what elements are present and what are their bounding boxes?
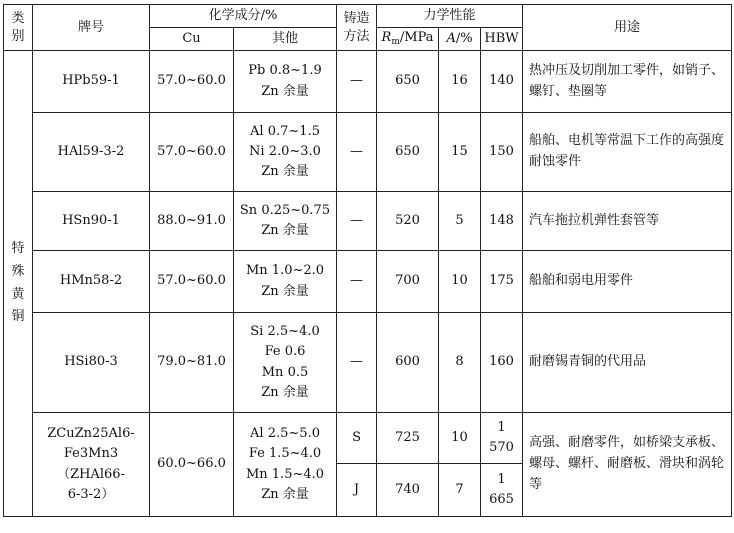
uses-cell: 高强、耐磨零件，如桥梁支承板、螺母、螺杆、耐磨板、滑块和涡轮等 bbox=[523, 413, 732, 517]
category-cell bbox=[4, 51, 33, 517]
hbw-cell: 160 bbox=[481, 313, 523, 413]
a-cell: 8 bbox=[439, 313, 481, 413]
category-char: 铜 bbox=[11, 309, 25, 325]
method-cell: — bbox=[337, 251, 377, 313]
other-line: Fe 1.5~4.0 bbox=[248, 446, 322, 462]
other-cell bbox=[234, 413, 337, 517]
cu-cell: 57.0~60.0 bbox=[150, 113, 234, 192]
method-cell: — bbox=[337, 113, 377, 192]
category-char: 殊 bbox=[11, 263, 25, 279]
table-row bbox=[4, 251, 732, 313]
other-line: Zn 余量 bbox=[261, 164, 309, 180]
header-grade: 牌号 bbox=[33, 5, 150, 51]
rm-cell: 700 bbox=[377, 251, 439, 313]
table-row bbox=[4, 192, 732, 251]
uses-cell: 汽车拖拉机弹性套管等 bbox=[523, 192, 732, 251]
uses-cell: 耐磨锡青铜的代用品 bbox=[523, 313, 732, 413]
header-other: 其他 bbox=[234, 28, 337, 51]
other-line: Fe 0.6 bbox=[264, 344, 306, 360]
a-cell: 16 bbox=[439, 51, 481, 113]
uses-cell: 热冲压及切削加工零件，如销子、螺钉、垫圈等 bbox=[523, 51, 732, 113]
other-line: Pb 0.8~1.9 bbox=[248, 63, 322, 79]
header-cu: Cu bbox=[150, 28, 234, 51]
method-cell: S bbox=[337, 413, 377, 464]
grade-cell: HAl59-3-2 bbox=[33, 113, 150, 192]
uses-cell: 船舶、电机等常温下工作的高强度耐蚀零件 bbox=[523, 113, 732, 192]
rm-subscript: m bbox=[391, 37, 400, 48]
rm-cell: 520 bbox=[377, 192, 439, 251]
grade-line: ZCuZn25Al6- bbox=[47, 426, 135, 442]
other-line: Sn 0.25~0.75 bbox=[239, 202, 331, 218]
cu-cell: 57.0~60.0 bbox=[150, 251, 234, 313]
method-cell: — bbox=[337, 51, 377, 113]
other-cell bbox=[234, 113, 337, 192]
grade-line: （ZHAl66- bbox=[57, 466, 125, 482]
rm-cell: 740 bbox=[377, 464, 439, 517]
method-cell: — bbox=[337, 192, 377, 251]
rm-cell: 725 bbox=[377, 413, 439, 464]
a-cell: 5 bbox=[439, 192, 481, 251]
rm-cell: 650 bbox=[377, 51, 439, 113]
table-row bbox=[4, 113, 732, 192]
hbw-cell: 148 bbox=[481, 192, 523, 251]
other-line: Ni 2.0~3.0 bbox=[249, 143, 321, 159]
other-cell bbox=[234, 251, 337, 313]
table-row bbox=[4, 313, 732, 413]
header-elongation bbox=[439, 28, 481, 51]
a-cell: 10 bbox=[439, 413, 481, 464]
method-cell: — bbox=[337, 313, 377, 413]
other-cell bbox=[234, 192, 337, 251]
grade-cell: HMn58-2 bbox=[33, 251, 150, 313]
grade-cell: HSn90-1 bbox=[33, 192, 150, 251]
header-mechanical: 力学性能 bbox=[377, 5, 523, 28]
a-symbol: A bbox=[446, 31, 456, 47]
hbw-cell: 175 bbox=[481, 251, 523, 313]
brass-properties-table bbox=[3, 4, 732, 517]
rm-symbol: R bbox=[381, 30, 392, 46]
cu-cell: 88.0~91.0 bbox=[150, 192, 234, 251]
header-rm bbox=[377, 28, 439, 51]
other-line: Zn 余量 bbox=[261, 83, 309, 99]
hbw-cell: 150 bbox=[481, 113, 523, 192]
hbw-cell: 1 570 bbox=[481, 413, 523, 464]
cu-cell: 79.0~81.0 bbox=[150, 313, 234, 413]
rm-unit: /MPa bbox=[399, 30, 434, 46]
other-line: Zn 余量 bbox=[261, 283, 309, 299]
a-cell: 15 bbox=[439, 113, 481, 192]
other-line: Zn 余量 bbox=[261, 486, 309, 502]
rm-cell: 600 bbox=[377, 313, 439, 413]
other-line: Mn 1.5~4.0 bbox=[245, 466, 325, 482]
other-cell bbox=[234, 51, 337, 113]
a-cell: 10 bbox=[439, 251, 481, 313]
header-uses: 用途 bbox=[523, 5, 732, 51]
grade-line: 6-3-2） bbox=[67, 486, 115, 502]
table-row bbox=[4, 413, 732, 464]
grade-line: Fe3Mn3 bbox=[63, 446, 119, 462]
header-hbw: HBW bbox=[481, 28, 523, 51]
grade-cell bbox=[33, 413, 150, 517]
header-category: 类别 bbox=[4, 5, 33, 51]
uses-cell: 船舶和弱电用零件 bbox=[523, 251, 732, 313]
other-line: Mn 0.5 bbox=[261, 364, 309, 380]
other-line: Al 0.7~1.5 bbox=[250, 123, 320, 139]
header-composition: 化学成分/% bbox=[150, 5, 337, 28]
rm-cell: 650 bbox=[377, 113, 439, 192]
grade-cell: HPb59-1 bbox=[33, 51, 150, 113]
table-row bbox=[4, 51, 732, 113]
category-char: 特 bbox=[11, 241, 25, 256]
other-line: Mn 1.0~2.0 bbox=[245, 263, 325, 279]
other-line: Zn 余量 bbox=[261, 223, 309, 238]
cu-cell: 57.0~60.0 bbox=[150, 51, 234, 113]
method-cell: J bbox=[337, 464, 377, 517]
a-cell: 7 bbox=[439, 464, 481, 517]
category-char: 黄 bbox=[11, 286, 25, 302]
hbw-cell: 140 bbox=[481, 51, 523, 113]
hbw-cell: 1 665 bbox=[481, 464, 523, 517]
other-line: Al 2.5~5.0 bbox=[250, 426, 320, 442]
other-line: Zn 余量 bbox=[261, 384, 309, 400]
header-casting-method: 铸造方法 bbox=[337, 5, 377, 51]
grade-cell: HSi80-3 bbox=[33, 313, 150, 413]
cu-cell: 60.0~66.0 bbox=[150, 413, 234, 517]
a-unit: /% bbox=[455, 31, 473, 47]
other-cell bbox=[234, 313, 337, 413]
other-line: Si 2.5~4.0 bbox=[250, 324, 320, 340]
